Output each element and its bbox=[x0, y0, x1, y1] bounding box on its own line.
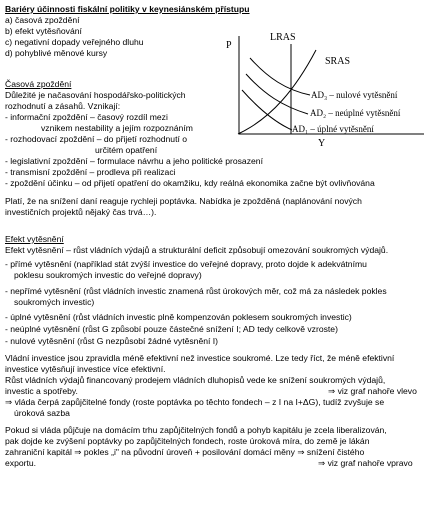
ad3-curve bbox=[250, 58, 310, 95]
text-line: Efekt vytěsnění – růst vládních výdajů a strukturální deficit způsobují omezování soukromých výdajů. bbox=[5, 245, 389, 255]
text-line: vznikem nestability a jejím rozpoznáním bbox=[41, 123, 193, 133]
text-line: exportu. bbox=[5, 458, 37, 468]
ad1-curve bbox=[242, 90, 292, 130]
text-line: - transmisní zpoždění – prodleva při realizaci bbox=[5, 167, 176, 177]
barrier-item: d) pohyblivé měnové kursy bbox=[5, 48, 108, 58]
ad1-label: AD₁ – úplné vytěsnění bbox=[292, 124, 374, 134]
text-line: ⇒ viz graf nahoře vpravo bbox=[318, 458, 413, 468]
text-line: - nulové vytěsnění (růst G nezpůsobí žádné vytěsnění I) bbox=[5, 336, 219, 346]
text-line: investice vytěsňují investice více efektivní. bbox=[5, 364, 166, 374]
text-line: investic a spotřeby. bbox=[5, 386, 78, 396]
barrier-item: b) efekt vytěsňování bbox=[5, 26, 82, 36]
barrier-item: c) negativní dopady veřejného dluhu bbox=[5, 37, 144, 47]
section-heading-crowding: Efekt vytěsnění bbox=[5, 234, 64, 244]
text-line: rozhodnutí a zásahů. Vznikají: bbox=[5, 101, 121, 111]
text-line: poklesu soukromých investic do veřejné dopravy) bbox=[14, 270, 202, 280]
text-line: - přímé vytěsnění (například stát zvýší investice do veřejné dopravy, proto dojde k adekvátnímu bbox=[5, 259, 367, 269]
text-line: zahraniční kapitál ⇒ pokles „i" na původní úroveň + posilování domácí měny ⇒ snížení čistého bbox=[5, 447, 365, 457]
ad-as-diagram bbox=[224, 28, 434, 152]
y-axis-label: Y bbox=[318, 138, 326, 149]
text-line: investičních projektů nějaký čas trvá…). bbox=[5, 207, 157, 217]
document-title: Bariéry účinnosti fiskální politiky v keynesiánském přístupu bbox=[5, 4, 250, 14]
lras-label: LRAS bbox=[270, 32, 296, 43]
ad2-label: AD₂ – neúplné vytěsnění bbox=[310, 108, 401, 118]
text-line: Růst vládních výdajů financovaný prodejem vládních dluhopisů vede ke snížení soukromých výdajů, bbox=[5, 375, 386, 385]
text-line: určitém opatření bbox=[95, 145, 158, 155]
barrier-item: a) časová zpoždění bbox=[5, 15, 80, 25]
ad3-label: AD₃ – nulové vytěsnění bbox=[311, 90, 398, 100]
text-line: Důležité je načasování hospodářsko-politických bbox=[5, 90, 186, 100]
text-line: - neúplné vytěsnění (růst G způsobí pouze částečné snížení I; AD tedy celkově vzroste) bbox=[5, 324, 338, 334]
text-line: Vládní investice jsou zpravidla méně efektivní než investice soukromé. Lze tedy říct, že méně efektivní bbox=[5, 353, 395, 363]
text-line: ⇒ viz graf nahoře vlevo bbox=[328, 386, 417, 396]
text-line: - rozhodovací zpoždění – do přijetí rozhodnutí o bbox=[5, 134, 188, 144]
text-line: - informační zpoždění – časový rozdíl mezi bbox=[5, 112, 168, 122]
text-line: Platí, že na snížení daní reaguje rychleji poptávka. Nabídka je zpožděná (naplánování nových bbox=[5, 196, 362, 206]
text-line: soukromých investic) bbox=[14, 297, 95, 307]
text-line: úroková sazba bbox=[14, 408, 70, 418]
text-line: ⇒ vláda čerpá zapůjčitelné fondy (roste poptávka po těchto fondech – z I na I+ΔG), tudíž zvyšuje se bbox=[5, 397, 385, 407]
text-line: - zpoždění účinku – od přijetí opatření do okamžiku, kdy reálná ekonomika začne být ovlivňována bbox=[5, 178, 375, 188]
text-line: pak dojde ke zvýšení poptávky po zapůjčitelných fondech, roste úroková míra, do země je lákán bbox=[5, 436, 370, 446]
sras-label: SRAS bbox=[325, 56, 351, 67]
text-line: Pokud si vláda půjčuje na domácím trhu zapůjčitelných fondů a pohyb kapitálu je zcela liberalizován, bbox=[5, 425, 387, 435]
text-line: - legislativní zpoždění – formulace návrhu a jeho politické prosazení bbox=[5, 156, 263, 166]
p-axis-label: P bbox=[226, 40, 232, 51]
section-heading-time-lag: Časová zpoždění bbox=[5, 79, 72, 89]
ad2-curve bbox=[246, 74, 308, 114]
text-line: - nepřímé vytěsnění (růst vládních investic znamená růst úrokových měr, což má za následek pokles bbox=[5, 286, 387, 296]
text-line: - úplné vytěsnění (růst vládních investic plně kompenzován poklesem soukromých investic) bbox=[5, 312, 352, 322]
